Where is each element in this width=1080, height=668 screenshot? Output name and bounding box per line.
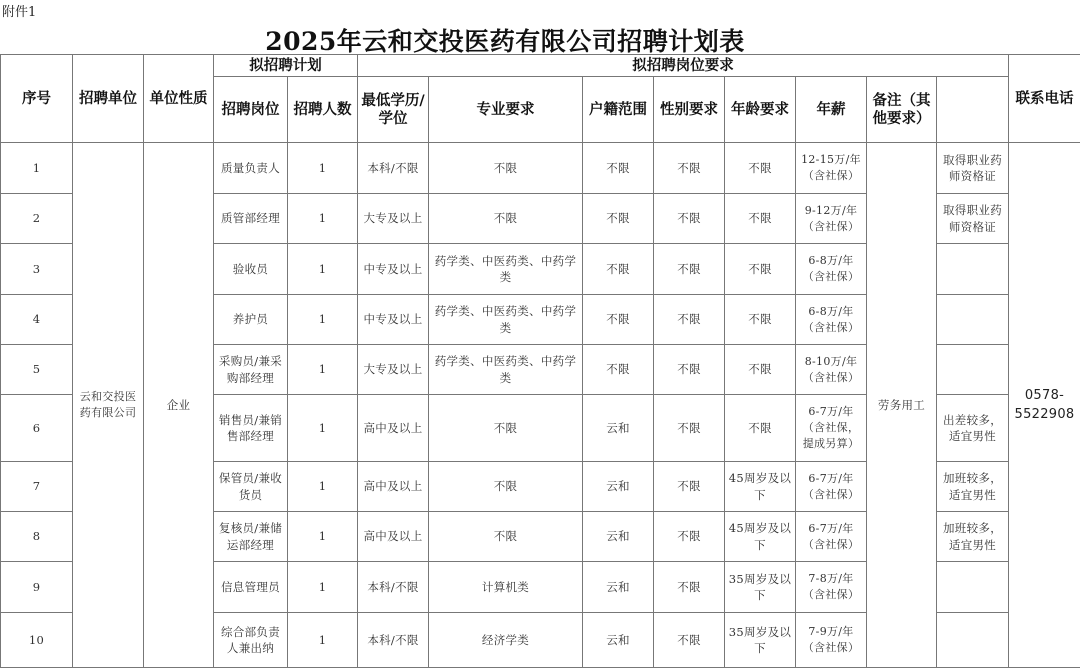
remarks-cell: 出差较多，适宜男性: [937, 395, 1009, 462]
seq-cell: 3: [1, 244, 73, 295]
count-cell: 1: [288, 295, 358, 345]
major-cell: 药学类、中医药类、中药学类: [429, 244, 583, 295]
header-unit-nature: 单位性质: [144, 55, 214, 143]
education-cell: 本科/不限: [358, 143, 429, 194]
gender-cell: 不限: [654, 295, 725, 345]
major-cell: 不限: [429, 395, 583, 462]
count-cell: 1: [288, 143, 358, 194]
position-cell: 保管员/兼收货员: [214, 462, 288, 512]
position-cell: 养护员: [214, 295, 288, 345]
salary-cell: 6-8万/年（含社保）: [796, 295, 867, 345]
education-cell: 高中及以上: [358, 512, 429, 562]
remarks-cell: [937, 613, 1009, 668]
salary-cell: 7-9万/年（含社保）: [796, 613, 867, 668]
seq-cell: 5: [1, 345, 73, 395]
education-cell: 高中及以上: [358, 462, 429, 512]
page-title: 2025年云和交投医药有限公司招聘计划表: [0, 22, 1010, 58]
salary-cell: 12-15万/年（含社保）: [796, 143, 867, 194]
position-cell: 销售员/兼销售部经理: [214, 395, 288, 462]
education-cell: 大专及以上: [358, 345, 429, 395]
header-position: 招聘岗位: [214, 77, 288, 143]
hukou-cell: 不限: [583, 194, 654, 244]
salary-cell: 6-7万/年（含社保）: [796, 462, 867, 512]
gender-cell: 不限: [654, 613, 725, 668]
salary-cell: 7-8万/年（含社保）: [796, 562, 867, 613]
position-cell: 质管部经理: [214, 194, 288, 244]
position-cell: 信息管理员: [214, 562, 288, 613]
count-cell: 1: [288, 345, 358, 395]
seq-cell: 1: [1, 143, 73, 194]
education-cell: 高中及以上: [358, 395, 429, 462]
remarks-cell: 加班较多，适宜男性: [937, 462, 1009, 512]
age-cell: 35周岁及以下: [725, 613, 796, 668]
salary-cell: 6-7万/年（含社保）: [796, 512, 867, 562]
recruitment-table: [0, 54, 1080, 668]
age-cell: 35周岁及以下: [725, 562, 796, 613]
position-cell: 验收员: [214, 244, 288, 295]
position-cell: 质量负责人: [214, 143, 288, 194]
header-unit: 招聘单位: [73, 55, 144, 143]
age-cell: 45周岁及以下: [725, 512, 796, 562]
employment-cell: 劳务用工: [867, 143, 937, 668]
major-cell: 药学类、中医药类、中药学类: [429, 345, 583, 395]
remarks-cell: 取得职业药师资格证: [937, 194, 1009, 244]
count-cell: 1: [288, 562, 358, 613]
count-cell: 1: [288, 462, 358, 512]
hukou-cell: 云和: [583, 613, 654, 668]
seq-cell: 8: [1, 512, 73, 562]
count-cell: 1: [288, 395, 358, 462]
count-cell: 1: [288, 613, 358, 668]
header-gender: 性别要求: [654, 77, 725, 143]
major-cell: 经济学类: [429, 613, 583, 668]
gender-cell: 不限: [654, 143, 725, 194]
hukou-cell: 云和: [583, 395, 654, 462]
age-cell: 不限: [725, 395, 796, 462]
salary-cell: 6-7万/年（含社保，提成另算）: [796, 395, 867, 462]
position-cell: 采购员/兼采购部经理: [214, 345, 288, 395]
hukou-cell: 云和: [583, 512, 654, 562]
remarks-cell: [937, 345, 1009, 395]
age-cell: 不限: [725, 194, 796, 244]
major-cell: 不限: [429, 462, 583, 512]
hukou-cell: 云和: [583, 462, 654, 512]
seq-cell: 2: [1, 194, 73, 244]
major-cell: 药学类、中医药类、中药学类: [429, 295, 583, 345]
gender-cell: 不限: [654, 462, 725, 512]
age-cell: 45周岁及以下: [725, 462, 796, 512]
salary-cell: 6-8万/年（含社保）: [796, 244, 867, 295]
gender-cell: 不限: [654, 512, 725, 562]
education-cell: 本科/不限: [358, 562, 429, 613]
header-remarks: 备注（其他要求）: [867, 77, 937, 143]
seq-cell: 7: [1, 462, 73, 512]
education-cell: 大专及以上: [358, 194, 429, 244]
gender-cell: 不限: [654, 194, 725, 244]
hukou-cell: 云和: [583, 562, 654, 613]
education-cell: 中专及以上: [358, 244, 429, 295]
major-cell: 不限: [429, 512, 583, 562]
unit-nature-cell: 企业: [144, 143, 214, 668]
count-cell: 1: [288, 244, 358, 295]
position-cell: 综合部负责人兼出纳: [214, 613, 288, 668]
seq-cell: 6: [1, 395, 73, 462]
position-cell: 复核员/兼储运部经理: [214, 512, 288, 562]
count-cell: 1: [288, 512, 358, 562]
remarks-cell: [937, 244, 1009, 295]
header-education: 最低学历/学位: [358, 77, 429, 143]
age-cell: 不限: [725, 295, 796, 345]
age-cell: 不限: [725, 244, 796, 295]
hukou-cell: 不限: [583, 244, 654, 295]
attachment-label: 附件1: [2, 1, 36, 20]
remarks-cell: 加班较多，适宜男性: [937, 512, 1009, 562]
gender-cell: 不限: [654, 562, 725, 613]
age-cell: 不限: [725, 345, 796, 395]
education-cell: 中专及以上: [358, 295, 429, 345]
remarks-cell: 取得职业药师资格证: [937, 143, 1009, 194]
header-age: 年龄要求: [725, 77, 796, 143]
seq-cell: 4: [1, 295, 73, 345]
header-requirements-group: 拟招聘岗位要求: [358, 55, 1009, 77]
remarks-cell: [937, 295, 1009, 345]
count-cell: 1: [288, 194, 358, 244]
header-count: 招聘人数: [288, 77, 358, 143]
header-plan-group: 拟招聘计划: [214, 55, 358, 77]
hukou-cell: 不限: [583, 345, 654, 395]
education-cell: 本科/不限: [358, 613, 429, 668]
header-seq: 序号: [1, 55, 73, 143]
major-cell: 计算机类: [429, 562, 583, 613]
phone-cell: 0578-5522908: [1009, 143, 1080, 668]
seq-cell: 10: [1, 613, 73, 668]
header-phone: 联系电话: [1009, 55, 1080, 143]
hukou-cell: 不限: [583, 143, 654, 194]
hukou-cell: 不限: [583, 295, 654, 345]
table-row: [1, 143, 1080, 194]
major-cell: 不限: [429, 143, 583, 194]
gender-cell: 不限: [654, 244, 725, 295]
salary-cell: 9-12万/年（含社保）: [796, 194, 867, 244]
age-cell: 不限: [725, 143, 796, 194]
major-cell: 不限: [429, 194, 583, 244]
remarks-cell: [937, 562, 1009, 613]
header-salary: 年薪: [796, 77, 867, 143]
gender-cell: 不限: [654, 345, 725, 395]
header-major: 专业要求: [429, 77, 583, 143]
unit-cell: 云和交投医药有限公司: [73, 143, 144, 668]
gender-cell: 不限: [654, 395, 725, 462]
seq-cell: 9: [1, 562, 73, 613]
salary-cell: 8-10万/年（含社保）: [796, 345, 867, 395]
header-hukou: 户籍范围: [583, 77, 654, 143]
